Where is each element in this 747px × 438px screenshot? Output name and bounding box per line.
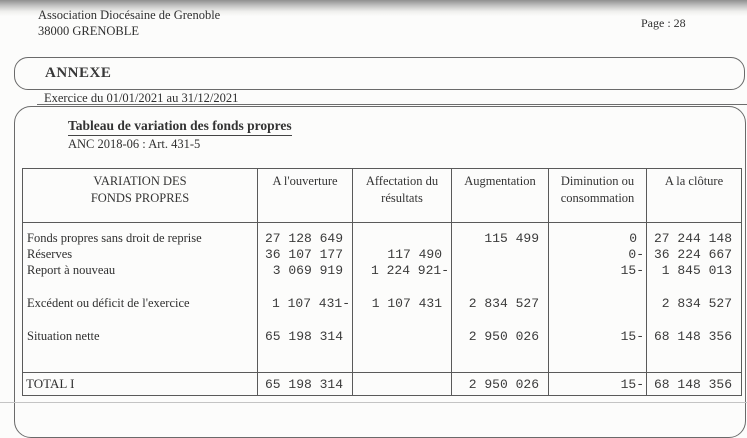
cell-value <box>647 223 742 231</box>
row-label <box>23 345 258 373</box>
exercice-period-label: Exercice du 01/01/2021 au 31/12/2021 <box>44 91 239 105</box>
organization-city: 38000 GRENOBLE <box>38 23 140 38</box>
organization-header <box>38 8 220 39</box>
cell-value: 15- <box>549 329 647 345</box>
table-header-cell <box>258 169 353 223</box>
spacer-row <box>23 312 742 329</box>
header-line: consommation <box>560 191 635 205</box>
row-label: TOTAL I <box>23 373 258 396</box>
cell-value <box>353 329 452 345</box>
table-header-cell <box>549 169 647 223</box>
cell-value <box>452 279 549 296</box>
cell-value <box>353 231 452 247</box>
table-header-cell <box>452 169 549 223</box>
cell-value: 27 244 148 <box>647 231 742 247</box>
row-label <box>23 223 258 231</box>
table-row <box>23 231 742 247</box>
header-line: Affectation du <box>365 174 439 188</box>
cell-value: 0- <box>549 247 647 263</box>
table-row <box>23 247 742 263</box>
header-line: résultats <box>381 191 423 205</box>
page-number: Page : 28 <box>641 16 686 30</box>
header-line: VARIATION DES <box>93 174 187 188</box>
cell-value <box>549 279 647 296</box>
table-row <box>23 263 742 279</box>
header-line: FONDS PROPRES <box>90 191 190 205</box>
scan-bottom-line <box>0 402 747 403</box>
cell-value <box>353 312 452 329</box>
cell-value: 15- <box>549 373 647 396</box>
header-line: Augmentation <box>464 174 536 188</box>
cell-value: 3 069 919 <box>258 263 353 279</box>
spacer-row <box>23 279 742 296</box>
cell-value: 0 <box>549 231 647 247</box>
cell-value <box>353 279 452 296</box>
cell-value <box>258 312 353 329</box>
cell-value: 2 950 026 <box>452 373 549 396</box>
cell-value: 36 224 667 <box>647 247 742 263</box>
cell-value: 115 499 <box>452 231 549 247</box>
cell-value: 2 950 026 <box>452 329 549 345</box>
cell-value <box>452 312 549 329</box>
header-line: Diminution ou <box>560 174 635 188</box>
exercice-underline-rule <box>37 104 747 105</box>
row-label: Excédent ou déficit de l'exercice <box>23 296 258 312</box>
row-label: Réserves <box>23 247 258 263</box>
cell-value: 68 148 356 <box>647 373 742 396</box>
row-label <box>23 279 258 296</box>
cell-value <box>549 312 647 329</box>
cell-value <box>549 223 647 231</box>
cell-value: 1 107 431- <box>258 296 353 312</box>
cell-value <box>647 312 742 329</box>
cell-value <box>647 279 742 296</box>
annexe-title: ANNEXE <box>45 65 112 81</box>
organization-name: Association Diocésaine de Grenoble <box>38 8 221 22</box>
cell-value <box>258 223 353 231</box>
row-label: Report à nouveau <box>23 263 258 279</box>
cell-value: 68 148 356 <box>647 329 742 345</box>
cell-value <box>647 345 742 373</box>
cell-value: 65 198 314 <box>258 329 353 345</box>
cell-value <box>452 263 549 279</box>
cell-value <box>353 373 452 396</box>
cell-value: 65 198 314 <box>258 373 353 396</box>
cell-value <box>353 345 452 373</box>
row-label <box>23 312 258 329</box>
cell-value <box>549 345 647 373</box>
cell-value <box>452 247 549 263</box>
total-row <box>23 373 742 396</box>
row-label: Situation nette <box>23 329 258 345</box>
table-header-cell <box>353 169 452 223</box>
table-body <box>23 223 742 396</box>
section-subtitle: ANC 2018-06 : Art. 431-5 <box>68 137 201 151</box>
annexe-frame <box>14 57 745 90</box>
cell-value <box>258 345 353 373</box>
cell-value: 117 490 <box>353 247 452 263</box>
row-label: Fonds propres sans droit de reprise <box>23 231 258 247</box>
header-line: A la clôture <box>664 174 724 188</box>
table-header-row <box>23 169 742 223</box>
cell-value: 2 834 527 <box>647 296 742 312</box>
cell-value: 36 107 177 <box>258 247 353 263</box>
table-row <box>23 329 742 345</box>
table-header-cell <box>647 169 742 223</box>
section-title: Tableau de variation des fonds propres <box>68 118 292 136</box>
cell-value: 1 845 013 <box>647 263 742 279</box>
table-row <box>23 296 742 312</box>
cell-value: 2 834 527 <box>452 296 549 312</box>
cell-value <box>258 279 353 296</box>
spacer-row <box>23 223 742 231</box>
cell-value: 27 128 649 <box>258 231 353 247</box>
cell-value: 15- <box>549 263 647 279</box>
cell-value: 1 224 921- <box>353 263 452 279</box>
spacer-row <box>23 345 742 373</box>
cell-value <box>353 223 452 231</box>
cell-value: 1 107 431 <box>353 296 452 312</box>
cell-value <box>452 345 549 373</box>
cell-value <box>452 223 549 231</box>
cell-value <box>549 296 647 312</box>
table-header-cell <box>23 169 258 223</box>
header-line: A l'ouverture <box>272 174 338 188</box>
fonds-propres-table <box>22 168 742 396</box>
